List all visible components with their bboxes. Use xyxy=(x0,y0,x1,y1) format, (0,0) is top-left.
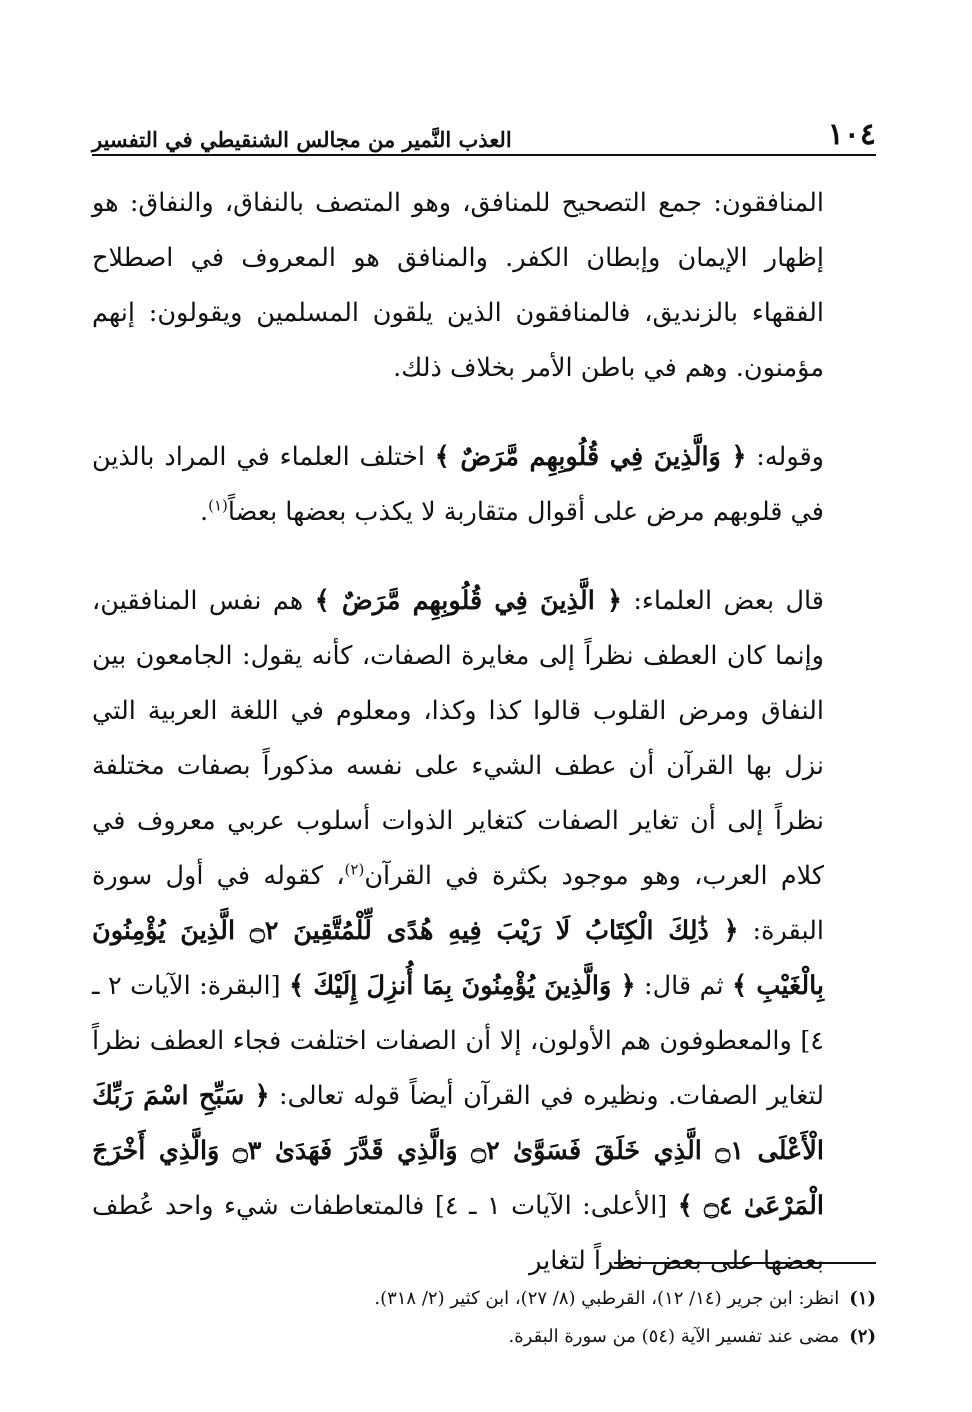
paragraph-text: [الأعلى: الآيات ١ ـ ٤] فالمتعاطفات شيء واحد عُطف بعضها على بعض نظراً لتغاير xyxy=(92,1191,824,1276)
footnote-divider xyxy=(614,1262,876,1264)
paragraph-text: هم نفس المنافقين، وإنما كان العطف نظراً إلى مغايرة الصفات، كأنه يقول: الجامعون بين النفاق ومرض القلوب قالوا كذا وكذا، ومعلوم في اللغة العربية التي نزل بها القرآن أن عطف الشيء على نفسه مذكوراً بصفات مختلفة نظراً إلى أن تغاير الصفات كتغاير الذوات أسلوب عربي معروف في كلام العرب، وهو موجود بكثرة في القرآن xyxy=(92,586,824,891)
page-number: ١٠٤ xyxy=(827,117,876,152)
quran-verse: ﴿ الَّذِينَ فِي قُلُوبِهِم مَّرَضٌ ﴾ xyxy=(314,586,622,616)
footnote-marker: (١) xyxy=(208,496,228,515)
footnote-number: (٢) xyxy=(849,1326,876,1347)
paragraph-qala-bad xyxy=(92,574,876,1289)
quran-verse: ﴿ وَالَّذِينَ يُؤْمِنُونَ بِمَا أُنزِلَ إِلَيْكَ ﴾ xyxy=(289,971,636,1001)
paragraph-text: [البقرة: الآيات ٢ ـ ٤] والمعطوفون هم الأولون، إلا أن الصفات اختلفت فجاء العطف نظراً لتغاير الصفات. ونظيره في القرآن أيضاً قوله تعالى: xyxy=(92,971,825,1111)
footnotes xyxy=(92,1280,876,1356)
footnote-text: انظر: ابن جرير (١٤/ ١٢)، القرطبي (٨/ ٢٧)، ابن كثير (٢/ ٣١٨). xyxy=(374,1288,840,1309)
quran-verse: ﴿ سَبِّحِ اسْمَ رَبِّكَ الْأَعْلَى ۝١ الَّذِي خَلَقَ فَسَوَّىٰ ۝٢ وَالَّذِي قَدَّرَ فَهَدَىٰ ۝٣ وَالَّذِي أَخْرَجَ الْمَرْعَىٰ ۝٤ ﴾ xyxy=(92,1081,824,1221)
paragraph-munafiqun xyxy=(92,176,876,396)
paragraph-text: . xyxy=(200,497,209,527)
page-body xyxy=(92,176,876,1289)
footnote-number: (١) xyxy=(849,1288,876,1309)
footnote-marker: (٢) xyxy=(344,860,365,879)
quran-verse: ﴿ ذَٰلِكَ الْكِتَابُ لَا رَيْبَ فِيهِ هُدًى لِّلْمُتَّقِينَ ۝٢ الَّذِينَ يُؤْمِنُونَ بِالْغَيْبِ ﴾ xyxy=(92,916,824,1001)
paragraph-qawluhu xyxy=(92,430,876,540)
running-title: العذب النَّمير من مجالس الشنقيطي في التفسير xyxy=(92,127,512,152)
paragraph-text: اختلف العلماء في المراد بالذين في قلوبهم مرض على أقوال متقاربة لا يكذب بعضها بعضاً xyxy=(92,442,824,527)
paragraph-text: قال بعض العلماء: xyxy=(621,586,825,616)
quran-verse: ﴿ وَالَّذِينَ فِي قُلُوبِهِم مَّرَضٌ ﴾ xyxy=(434,442,747,472)
paragraph-text: ، كقوله في أول سورة البقرة: xyxy=(92,861,825,946)
page-header xyxy=(92,112,876,152)
paragraph-text: وقوله: xyxy=(746,442,824,472)
footnote-1 xyxy=(92,1280,876,1318)
paragraph-text: المنافقون: جمع التصحيح للمنافق، وهو المتصف بالنفاق، والنفاق: هو إظهار الإيمان وإبطان الكفر. والمنافق هو المعروف في اصطلاح الفقهاء بالزنديق، فالمنافقون الذين يلقون المسلمين ويقولون: إنهم مؤمنون. وهم في باطن الأمر بخلاف ذلك. xyxy=(92,188,824,383)
paragraph-text: ثم قال: xyxy=(635,971,733,1001)
header-divider xyxy=(92,154,876,156)
footnote-text: مضى عند تفسير الآية (٥٤) من سورة البقرة. xyxy=(508,1326,840,1347)
footnote-2 xyxy=(92,1318,876,1356)
